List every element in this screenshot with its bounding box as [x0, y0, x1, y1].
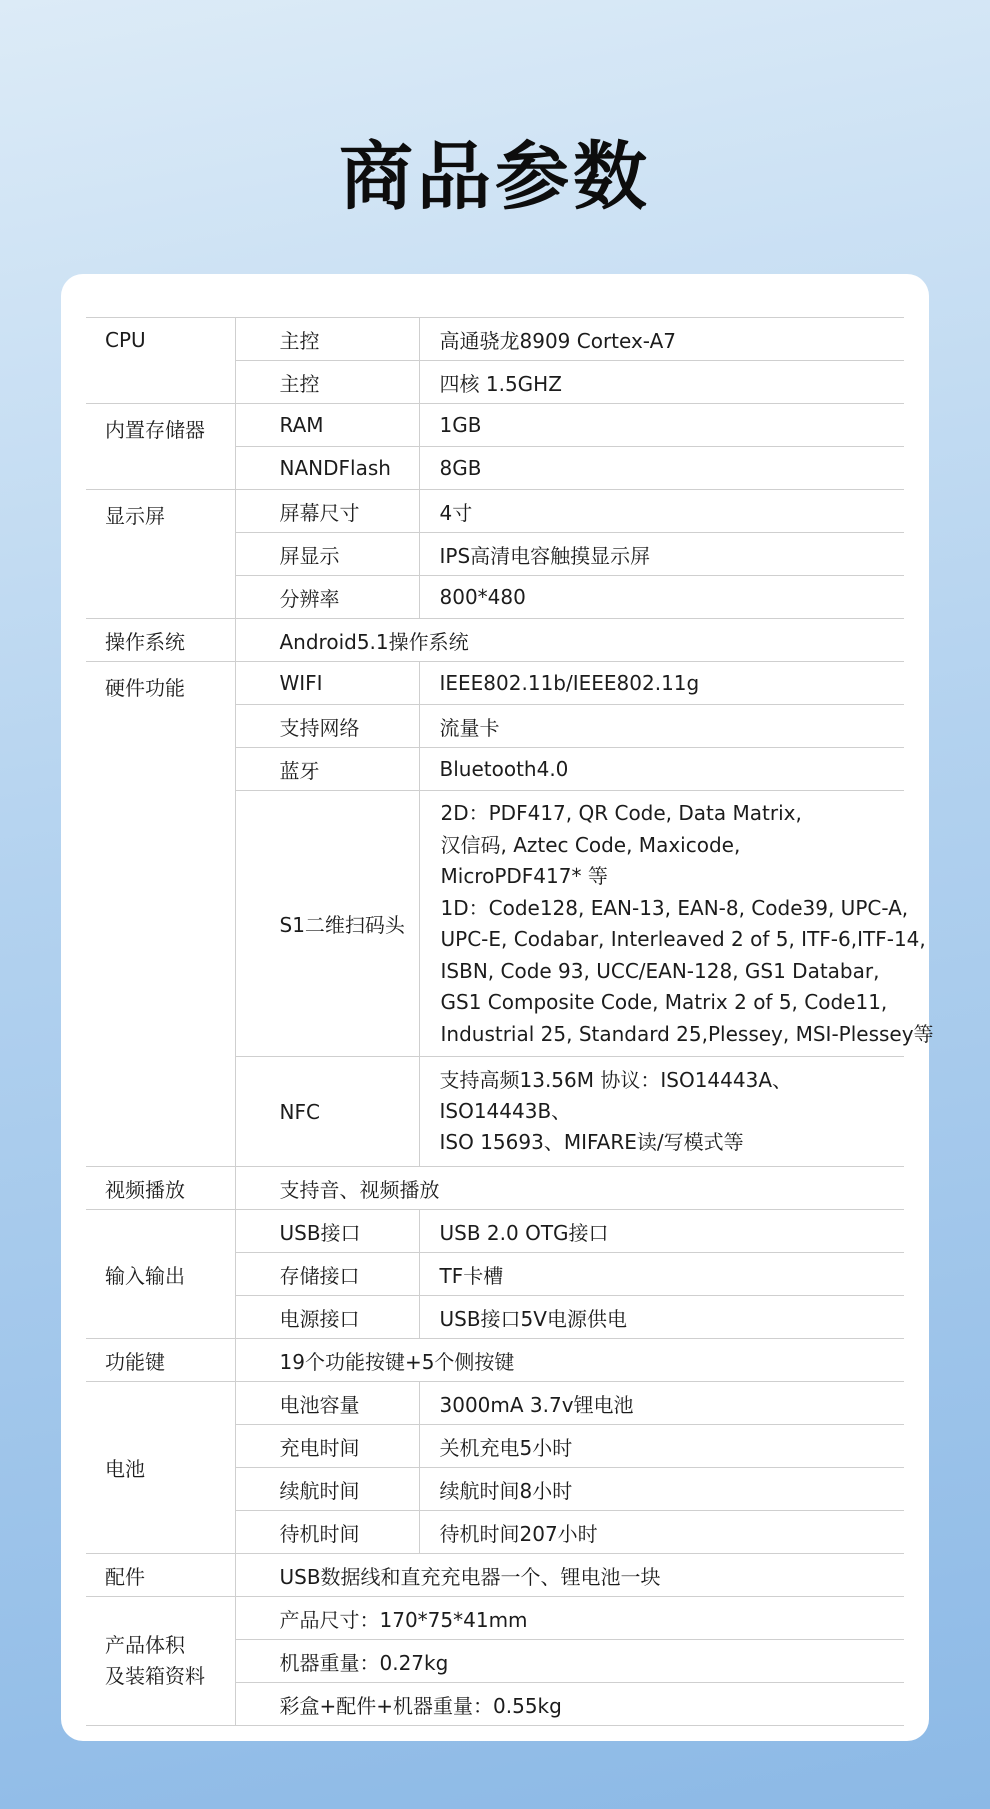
- category-video: 视频播放: [86, 1167, 235, 1210]
- nfc-line: 支持高频13.56M 协议：ISO14443A、ISO14443B、: [439, 1068, 793, 1123]
- scanner-line: 2D：PDF417, QR Code, Data Matrix,: [440, 801, 802, 825]
- spec-card: [61, 274, 934, 1741]
- table-row: [86, 1597, 904, 1640]
- spec-value: Android5.1操作系统: [235, 619, 904, 662]
- spec-key: 主控: [235, 318, 419, 361]
- spec-value: IEEE802.11b/IEEE802.11g: [419, 662, 904, 705]
- spec-table: [86, 317, 934, 1726]
- scanner-line: ISBN, Code 93, UCC/EAN-128, GS1 Databar,: [440, 958, 880, 983]
- category-display: 显示屏: [86, 490, 235, 619]
- scanner-line: 汉信码, Aztec Code, Maxicode,: [440, 832, 741, 857]
- spec-value: 8GB: [419, 447, 904, 490]
- spec-value: USB接口5V电源供电: [419, 1296, 904, 1339]
- spec-key: S1二维扫码头: [235, 791, 419, 1057]
- spec-key: RAM: [235, 404, 419, 447]
- scanner-line: 1D：Code128, EAN-13, EAN-8, Code39, UPC-A,: [440, 895, 909, 920]
- spec-value: IPS高清电容触摸显示屏: [419, 533, 904, 576]
- spec-key: USB接口: [235, 1210, 419, 1253]
- spec-value: 流量卡: [419, 705, 904, 748]
- scanner-line: UPC-E, Codabar, Interleaved 2 of 5, ITF-6,ITF-14,: [440, 927, 926, 951]
- spec-key: 屏显示: [235, 533, 419, 576]
- category-package-line: 及装箱资料: [105, 1664, 205, 1688]
- spec-value: 4寸: [419, 490, 904, 533]
- category-cpu: CPU: [86, 318, 235, 404]
- spec-value: 续航时间8小时: [419, 1468, 904, 1511]
- category-package-line: 产品体积: [105, 1633, 185, 1657]
- spec-value: 四核 1.5GHZ: [419, 361, 904, 404]
- spec-key: NANDFlash: [235, 447, 419, 490]
- spec-value: 高通骁龙8909 Cortex-A7: [419, 318, 904, 361]
- category-battery: 电池: [86, 1382, 235, 1554]
- spec-value: 1GB: [419, 404, 904, 447]
- spec-key: 充电时间: [235, 1425, 419, 1468]
- spec-value: 机器重量：0.27kg: [235, 1640, 904, 1683]
- table-row: [86, 404, 904, 447]
- category-hardware: 硬件功能: [86, 662, 235, 1167]
- spec-value: 3000mA 3.7v锂电池: [419, 1382, 904, 1425]
- category-package: [86, 1597, 235, 1726]
- category-keys: 功能键: [86, 1339, 235, 1382]
- spec-value: 彩盒+配件+机器重量：0.55kg: [235, 1683, 904, 1726]
- spec-key: NFC: [235, 1057, 419, 1167]
- scanner-line: MicroPDF417* 等: [440, 864, 608, 888]
- scanner-line: Industrial 25, Standard 25,Plessey, MSI-Plessey等: [440, 1021, 934, 1046]
- spec-key: 屏幕尺寸: [235, 490, 419, 533]
- table-row: [86, 490, 904, 533]
- spec-value: 产品尺寸：170*75*41mm: [235, 1597, 904, 1640]
- category-io: 输入输出: [86, 1210, 235, 1339]
- spec-key: WIFI: [235, 662, 419, 705]
- page-title: 商品参数: [339, 134, 651, 220]
- spec-key: 主控: [235, 361, 419, 404]
- nfc-line: ISO 15693、MIFARE读/写模式等: [439, 1130, 744, 1154]
- spec-key: 续航时间: [235, 1468, 419, 1511]
- spec-key: 电池容量: [235, 1382, 419, 1425]
- spec-key: 电源接口: [235, 1296, 419, 1339]
- table-row: [86, 1339, 904, 1382]
- spec-value: 待机时间207小时: [419, 1511, 904, 1554]
- category-os: 操作系统: [86, 619, 235, 662]
- spec-value: 支持音、视频播放: [235, 1167, 904, 1210]
- spec-key: 分辨率: [235, 576, 419, 619]
- category-storage: 内置存储器: [86, 404, 235, 490]
- table-row: [86, 619, 904, 662]
- spec-value: 800*480: [419, 576, 904, 619]
- table-row: [86, 1554, 904, 1597]
- category-accessories: 配件: [86, 1554, 235, 1597]
- spec-key: 存储接口: [235, 1253, 419, 1296]
- spec-key: 待机时间: [235, 1511, 419, 1554]
- spec-value: USB数据线和直充充电器一个、锂电池一块: [235, 1554, 904, 1597]
- spec-value: USB 2.0 OTG接口: [419, 1210, 904, 1253]
- spec-value: 关机充电5小时: [419, 1425, 904, 1468]
- spec-value: Bluetooth4.0: [419, 748, 904, 791]
- table-row: [86, 1382, 904, 1425]
- spec-key: 蓝牙: [235, 748, 419, 791]
- spec-value: TF卡槽: [419, 1253, 904, 1296]
- table-row: [86, 1167, 904, 1210]
- spec-key: 支持网络: [235, 705, 419, 748]
- table-row: [86, 1210, 904, 1253]
- table-row: [86, 662, 904, 705]
- scanner-line: GS1 Composite Code, Matrix 2 of 5, Code11,: [440, 990, 888, 1014]
- nfc-spec-value: [419, 1057, 904, 1167]
- table-row: [86, 318, 904, 361]
- spec-value: 19个功能按键+5个侧按键: [235, 1339, 904, 1382]
- scanner-spec-value: [419, 791, 934, 1057]
